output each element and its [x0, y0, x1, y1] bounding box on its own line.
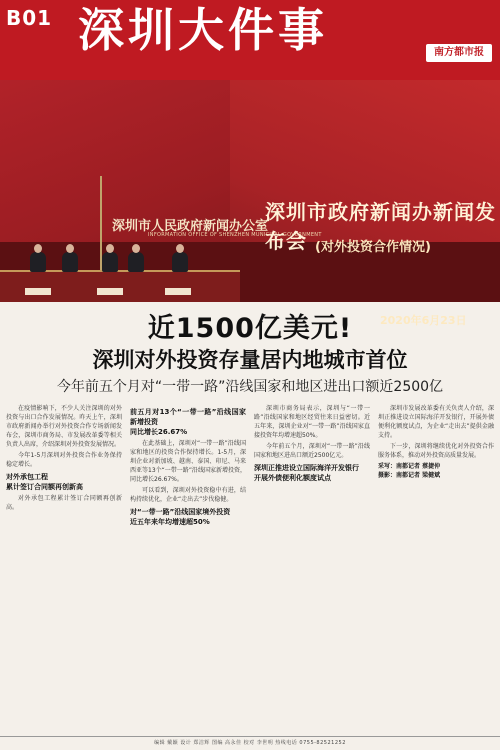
section-heading: 对“一带一路”沿线国家境外投资 近五年来年均增速超50%: [130, 508, 231, 526]
section-heading: 对外承包工程 累计签订合同额再创新高: [6, 473, 83, 491]
name-sign: [97, 288, 123, 295]
byline: 采写：南都记者 蔡捷仲 摄影：南都记者 梁健斌: [378, 463, 441, 479]
name-sign: [165, 288, 191, 295]
speaker: [128, 252, 144, 272]
backdrop-title: 深圳市人民政府新闻办公室: [112, 219, 269, 234]
paragraph: 对外承包工程累计签订合同额再创新高。: [6, 495, 122, 511]
section-heading: 前五月对13个“一带一路”沿线国家新增投资 同比增长26.67%: [130, 408, 246, 436]
masthead: [0, 0, 500, 80]
paragraph: 可以看到，深圳对外投资稳中有进，结构持续优化，企业“走出去”步伐稳健。: [130, 487, 246, 503]
section-code: B01: [6, 6, 53, 30]
paragraph: 在此基础上，深圳对“一带一路”沿线国家和地区的投资合作保持增长。1-5月，深圳企业对新加坡、越南、泰国、印尼、马来西亚等13个“一带一路”沿线国家新增投资，同比增长26.67%。: [130, 440, 246, 483]
paragraph: 今年1-5月深圳对外投资合作业务保持稳定增长。: [6, 452, 122, 468]
paragraph: 深圳市发展改革委有关负责人介绍，深圳正推进设立国际海洋开发银行，开展外债便利化额度试点，为企业“走出去”提供金融支持。: [378, 405, 494, 439]
section-heading: 深圳正推进设立国际海洋开发银行 开展外债便利化额度试点: [254, 464, 359, 482]
article-body: [6, 404, 494, 734]
main-headline: 深圳对外投资存量居内地城市首位: [92, 348, 408, 372]
banner-title: 深圳市政府新闻办新闻发布会: [265, 200, 496, 253]
speaker: [102, 252, 118, 272]
name-sign: [25, 288, 51, 295]
kicker-headline: 近1500亿美元!: [147, 313, 353, 344]
press-conference-photo: [0, 80, 500, 327]
paragraph: 在疫情影响下，不少人关注深圳的对外投资与出口合作发展情况。昨天上午，深圳市政府新闻办举行对外投资合作专场新闻发布会，深圳市商务局、市发展改革委等相关负责人出席，介绍深圳对外投资发展情况。: [6, 405, 122, 448]
column-3: [254, 404, 370, 734]
speaker: [172, 252, 188, 272]
speaker: [30, 252, 46, 272]
conference-desk: [0, 270, 240, 302]
column-4: [378, 404, 494, 734]
speaker: [62, 252, 78, 272]
paragraph: 下一步，深圳将继续优化对外投资合作服务体系，推动对外投资高质量发展。: [378, 443, 494, 459]
subheadline: 今年前五个月对“一带一路”沿线国家和地区进出口额近2500亿: [56, 379, 444, 395]
banner-subtitle: (对外投资合作情况): [315, 240, 431, 255]
page-footer: 编辑 戴颖 设计 郑洁辉 图编 高永佳 校对 李世明 热线电话 0755-82521252: [0, 736, 500, 750]
newspaper-logo: 南方都市报: [426, 44, 492, 62]
section-title: 深圳大件事: [78, 3, 328, 57]
paragraph: 今年前五个月，深圳对“一带一路”沿线国家和地区进出口额近2500亿元。: [254, 443, 370, 459]
backdrop-subtitle: INFORMATION OFFICE OF SHENZHEN MUNICIPAL GOVERNMENT: [148, 232, 322, 238]
column-1: [6, 404, 122, 734]
column-2: [130, 404, 246, 734]
paragraph: 深圳市商务局表示，深圳与“一带一路”沿线国家和地区经贸往来日益密切。近五年来，深圳企业对“一带一路”沿线国家直接投资年均增速超50%。: [254, 405, 370, 439]
banner-date: 2020年6月23日: [380, 314, 467, 327]
